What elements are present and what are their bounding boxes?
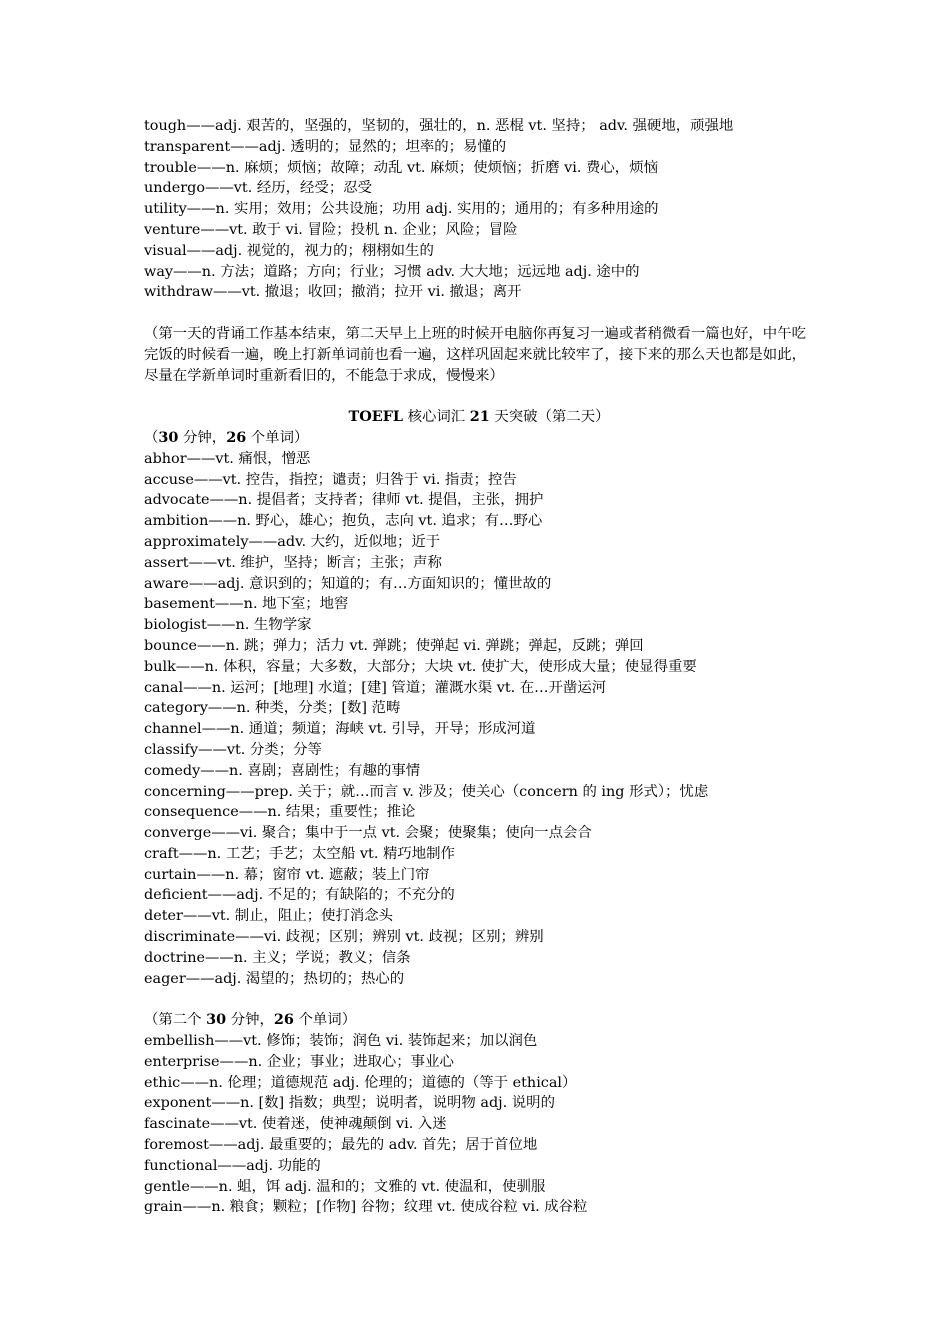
header-part: 分钟， (178, 429, 227, 446)
vocab-entry: eager——adj. 渴望的；热切的；热心的 (144, 970, 405, 987)
vocab-entry: aware——adj. 意识到的；知道的；有…方面知识的；懂世故的 (144, 575, 552, 592)
vocab-entry: comedy——n. 喜剧；喜剧性；有趣的事情 (144, 762, 421, 779)
vocab-entry: ethic——n. 伦理；道德规范 adj. 伦理的；道德的（等于 ethical） (144, 1074, 577, 1091)
vocab-entry: consequence——n. 结果；重要性；推论 (144, 804, 416, 821)
vocab-entry: undergo——vt. 经历，经受；忍受 (144, 180, 372, 197)
title-part: 天突破（第二天） (489, 409, 610, 426)
vocab-entry: foremost——adj. 最重要的；最先的 adv. 首先；居于首位地 (144, 1137, 538, 1154)
title-part: TOEFL (348, 408, 404, 426)
header-part: 分钟， (226, 1012, 274, 1029)
vocab-entry: ambition——n. 野心，雄心；抱负，志向 vt. 追求；有…野心 (144, 513, 543, 530)
vocab-entry: venture——vt. 敢于 vi. 冒险；投机 n. 企业；风险；冒险 (144, 221, 518, 238)
vocab-entry: utility——n. 实用；效用；公共设施；功用 adj. 实用的；通用的；有多种用途的 (144, 201, 659, 218)
vocab-entry: concerning——prep. 关于；就…而言 v. 涉及；使关心（concern 的 ing 形式）；忧虑 (144, 783, 709, 800)
vocab-entry: discriminate——vi. 歧视；区别；辨别 vt. 歧视；区别；辨别 (144, 929, 544, 946)
vocab-entry: tough——adj. 艰苦的，坚强的，坚韧的，强壮的，n. 恶棍 vt. 坚持； adv. 强硬地，顽强地 (144, 118, 734, 134)
vocab-entry: gentle——n. 蛆，饵 adj. 温和的；文雅的 vt. 使温和，使驯服 (144, 1178, 546, 1195)
vocab-entry: biologist——n. 生物学家 (144, 617, 312, 634)
title-part: 核心词汇 (403, 409, 470, 426)
entry-list-group1 (144, 449, 814, 990)
vocab-entry: visual——adj. 视觉的，视力的；栩栩如生的 (144, 242, 434, 259)
document-page (144, 116, 814, 1218)
header-part: （第二个 (144, 1012, 207, 1029)
entry-list-top (144, 116, 814, 303)
vocab-entry: transparent——adj. 透明的；显然的；坦率的；易懂的 (144, 138, 507, 155)
vocab-entry: embellish——vt. 修饰；装饰；润色 vi. 装饰起来；加以润色 (144, 1033, 538, 1050)
spacer (144, 989, 814, 1010)
vocab-entry: approximately——adv. 大约，近似地；近于 (144, 533, 441, 550)
header-part: 30 (158, 428, 179, 446)
vocab-entry: bounce——n. 跳；弹力；活力 vt. 弹跳；使弹起 vi. 弹跳；弹起，反跳；弹回 (144, 637, 644, 654)
group-header-first (144, 428, 814, 449)
vocab-entry: deter——vt. 制止，阻止；使打消念头 (144, 908, 394, 925)
vocab-entry: functional——adj. 功能的 (144, 1157, 321, 1174)
vocab-entry: trouble——n. 麻烦；烦恼；故障；动乱 vt. 麻烦；使烦恼；折磨 vi. 费心，烦恼 (144, 159, 658, 176)
vocab-entry: channel——n. 通道；频道；海峡 vt. 引导，开导；形成河道 (144, 721, 536, 738)
vocab-entry: converge——vi. 聚合；集中于一点 vt. 会聚；使聚集；使向一点会合 (144, 825, 592, 842)
header-part: 26 (226, 428, 247, 446)
vocab-entry: assert——vt. 维护，坚持；断言；主张；声称 (144, 554, 442, 571)
vocab-entry: doctrine——n. 主义；学说；教义；信条 (144, 949, 411, 966)
group-header-second (144, 1010, 814, 1031)
vocab-entry: bulk——n. 体积，容量；大多数，大部分；大块 vt. 使扩大，使形成大量；使显得重要 (144, 658, 697, 675)
vocab-entry: advocate——n. 提倡者；支持者；律师 vt. 提倡，主张，拥护 (144, 492, 544, 509)
title-part: 21 (469, 408, 490, 426)
vocab-entry: grain——n. 粮食；颗粒；[作物] 谷物；纹理 vt. 使成谷粒 vi. 成谷粒 (144, 1199, 588, 1216)
vocab-entry: way——n. 方法；道路；方向；行业；习惯 adv. 大大地；远远地 adj. 途中的 (144, 263, 640, 280)
vocab-entry: withdraw——vt. 撤退；收回；撤消；拉开 vi. 撤退；离开 (144, 284, 522, 301)
vocab-entry: accuse——vt. 控告，指控；谴责；归咎于 vi. 指责；控告 (144, 471, 517, 488)
spacer (144, 303, 814, 324)
vocab-entry: fascinate——vt. 使着迷，使神魂颠倒 vi. 入迷 (144, 1116, 447, 1133)
vocab-entry: category——n. 种类，分类；[数] 范畴 (144, 700, 401, 717)
entry-list-group2 (144, 1031, 814, 1218)
vocab-entry: deficient——adj. 不足的；有缺陷的；不充分的 (144, 887, 455, 904)
vocab-entry: curtain——n. 幕；窗帘 vt. 遮蔽；装上门帘 (144, 866, 430, 883)
vocab-entry: craft——n. 工艺；手艺；太空船 vt. 精巧地制作 (144, 845, 455, 862)
spacer (144, 386, 814, 407)
vocab-entry: classify——vt. 分类；分等 (144, 741, 322, 758)
header-part: 个单词） (293, 1012, 357, 1029)
vocab-entry: canal——n. 运河；[地理] 水道；[建] 管道；灌溉水渠 vt. 在…开凿运河 (144, 679, 607, 696)
vocab-entry: enterprise——n. 企业；事业；进取心；事业心 (144, 1053, 454, 1070)
study-note: （第一天的背诵工作基本结束，第二天早上上班的时候开电脑你再复习一遍或者稍微看一篇也好，中午吃完饭的时候看一遍，晚上打新单词前也看一遍，这样巩固起来就比较牢了，接下来的那么天也都是如此，尽量在学新单词时重新看旧的，不能急于求成，慢慢来） (144, 325, 806, 384)
header-part: 26 (273, 1011, 294, 1029)
vocab-entry: basement——n. 地下室；地窖 (144, 596, 349, 613)
vocab-entry: exponent——n. [数] 指数；典型；说明者，说明物 adj. 说明的 (144, 1095, 555, 1112)
header-part: 个单词） (246, 429, 309, 446)
header-part: （ (144, 429, 159, 446)
section-title (144, 407, 814, 428)
vocab-entry: abhor——vt. 痛恨，憎恶 (144, 450, 311, 467)
header-part: 30 (206, 1011, 227, 1029)
